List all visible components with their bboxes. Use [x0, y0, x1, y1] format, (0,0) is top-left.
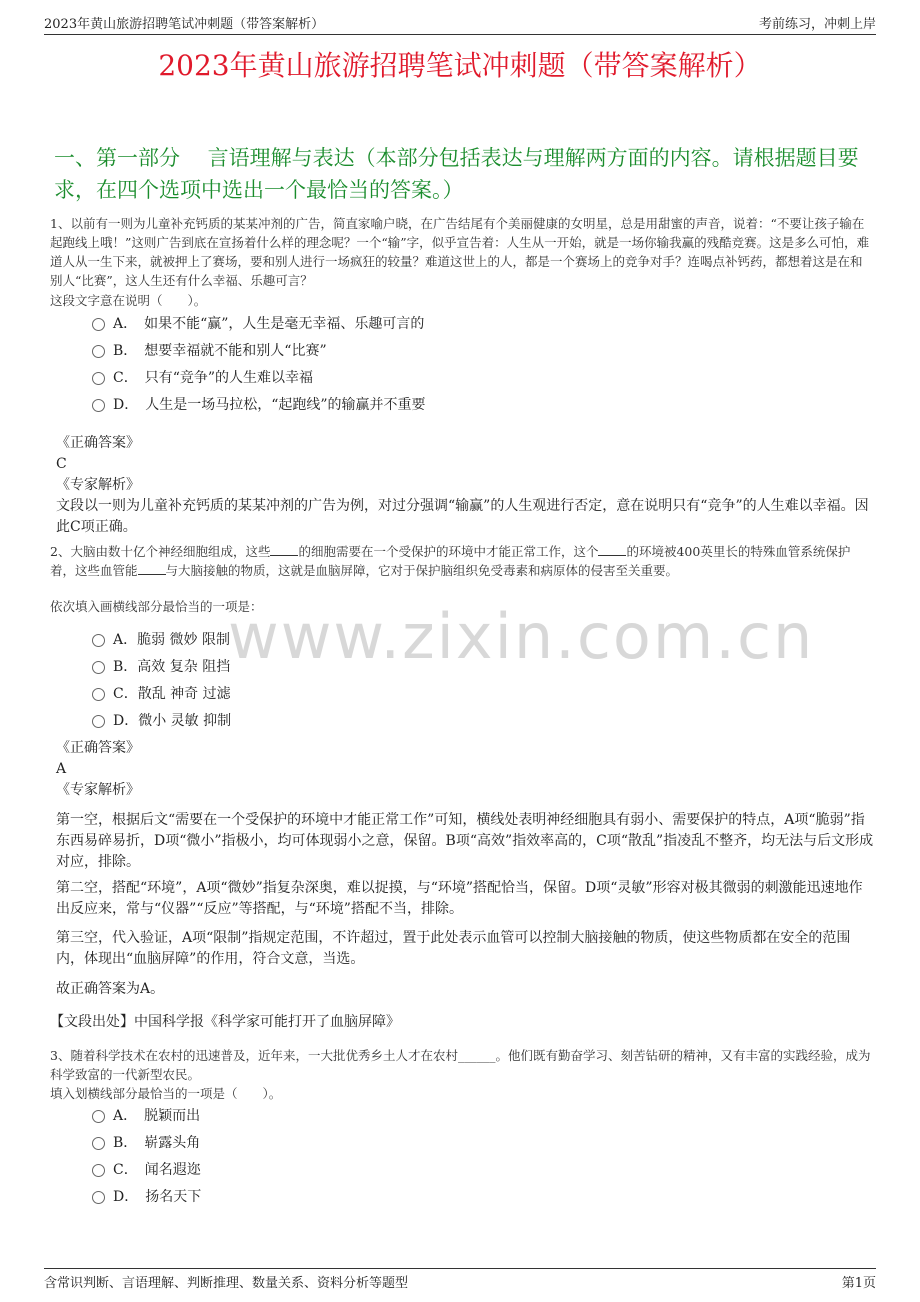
- q3-option-b[interactable]: [92, 1128, 201, 1155]
- radio-icon[interactable]: [92, 661, 105, 674]
- option-label: B．高效 复杂 阻挡: [113, 658, 231, 675]
- option-label: C． 只有“竞争”的人生难以幸福: [113, 369, 314, 386]
- q1-stem: 这段文字意在说明（ ）。: [50, 293, 207, 308]
- analysis-text: 文段以一则为儿童补充钙质的某某冲剂的广告为例，对过分强调“输赢”的人生观进行否定，意在说明只有“竞争”的人生难以幸福。因此C项正确。: [56, 498, 869, 535]
- radio-icon[interactable]: [92, 1110, 105, 1123]
- footer-left: 含常识判断、言语理解、判断推理、数量关系、资料分析等题型: [44, 1275, 409, 1291]
- q2-analysis-3: 第三空，代入验证，A项“限制”指规定范围，不许超过，置于此处表示血管可以控制大脑接触的物质，使这些物质都在安全的范围内，体现出“血脑屏障”的作用，符合文意，当选。: [56, 930, 851, 967]
- q2-source: 【文段出处】中国科学报《科学家可能打开了血脑屏障》: [50, 1014, 400, 1030]
- header-right: 考前练习，冲刺上岸: [758, 17, 876, 32]
- page-footer: [44, 1268, 876, 1293]
- q2-text-d: 与大脑接触的物质，这就是血脑屏障，它对于保护脑组织免受毒素和病原体的侵害至关重要。: [165, 563, 679, 578]
- watermark: www.zixin.com.cn: [228, 600, 815, 673]
- q3-option-d[interactable]: [92, 1182, 201, 1209]
- answer-label: 《正确答案》: [56, 435, 140, 451]
- q3-text: 3、随着科学技术在农村的迅速普及，近年来，一大批优秀乡土人才在农村______。他们既有勤奋学习、刻苦钻研的精神，又有丰富的实践经验，成为科学致富的一代新型农民。: [50, 1048, 871, 1082]
- option-label: A．脆弱 微妙 限制: [113, 631, 231, 648]
- q2-option-c[interactable]: [92, 679, 231, 706]
- q1-text: 1、以前有一则为儿童补充钙质的某某冲剂的广告，简直家喻户晓，在广告结尾有个美丽健康的女明星，总是用甜蜜的声音，说着：“不要让孩子输在起跑线上哦！”这则广告到底在宣扬着什么样的理念呢？一个“输”字，似乎宣告着：人生从一开始，就是一场你输我赢的残酷竞赛。这是多么可怕，难道人从一生下来，就被押上了赛场，要和别人进行一场疯狂的较量？难道这世上的人，都是一个赛场上的竞争对手？连喝点补钙药，都想着这是在和别人“比赛”，这人生还有什么幸福、乐趣可言？: [50, 216, 870, 288]
- option-label: C． 闻名遐迩: [113, 1161, 201, 1178]
- radio-icon[interactable]: [92, 372, 105, 385]
- radio-icon[interactable]: [92, 345, 105, 358]
- section-heading: 一、第一部分 言语理解与表达（本部分包括表达与理解两方面的内容。请根据题目要求，在四个选项中选出一个最恰当的答案。）: [54, 146, 859, 202]
- q2-stem: 依次填入画横线部分最恰当的一项是：: [50, 599, 263, 614]
- q1-answer-block: [56, 433, 874, 538]
- q3-stem: 填入划横线部分最恰当的一项是（ ）。: [50, 1086, 282, 1101]
- q1-option-d[interactable]: [92, 390, 426, 417]
- header-left: 2023年黄山旅游招聘笔试冲刺题（带答案解析）: [44, 17, 325, 32]
- radio-icon[interactable]: [92, 634, 105, 647]
- radio-icon[interactable]: [92, 399, 105, 412]
- option-label: D．微小 灵敏 抑制: [113, 712, 232, 729]
- q2-analysis-2: 第二空，搭配“环境”，A项“微妙”指复杂深奥，难以捉摸，与“环境”搭配恰当，保留。D项“灵敏”形容对极其微弱的刺激能迅速地作出反应来，常与“仪器”“反应”等搭配，与“环境”搭配不当，排除。: [56, 880, 863, 917]
- option-label: A． 脱颖而出: [113, 1107, 201, 1124]
- option-label: A． 如果不能“赢”，人生是毫无幸福、乐趣可言的: [113, 315, 425, 332]
- q1-options: [92, 309, 426, 417]
- q2-text-c: 的环境被400英里长的特殊血管系统保护着，这些血管能: [50, 544, 851, 578]
- q2-analysis-4: 故正确答案为A。: [56, 981, 165, 997]
- answer-label: 《正确答案》: [56, 740, 140, 756]
- page-number: 第1页: [841, 1275, 876, 1291]
- answer-value: A: [56, 761, 67, 777]
- analysis-label: 《专家解析》: [56, 782, 140, 798]
- option-label: D． 人生是一场马拉松，“起跑线”的输赢并不重要: [113, 396, 426, 413]
- q2-options: [92, 625, 231, 733]
- q3-options: [92, 1101, 201, 1209]
- q2-text: [50, 542, 872, 580]
- radio-icon[interactable]: [92, 715, 105, 728]
- fill-blank: [270, 543, 298, 556]
- option-label: B． 想要幸福就不能和别人“比赛”: [113, 342, 327, 359]
- fill-blank: [598, 543, 626, 556]
- analysis-label: 《专家解析》: [56, 477, 140, 493]
- document-title: 2023年黄山旅游招聘笔试冲刺题（带答案解析）: [158, 49, 762, 82]
- radio-icon[interactable]: [92, 1191, 105, 1204]
- q3-option-a[interactable]: [92, 1101, 201, 1128]
- option-label: D． 扬名天下: [113, 1188, 202, 1205]
- q2-option-a[interactable]: [92, 625, 231, 652]
- radio-icon[interactable]: [92, 318, 105, 331]
- radio-icon[interactable]: [92, 1137, 105, 1150]
- q2-text-a: 2、大脑由数十亿个神经细胞组成，这些: [50, 544, 271, 559]
- q2-analysis-1: 第一空，根据后文“需要在一个受保护的环境中才能正常工作”可知，横线处表明神经细胞具有弱小、需要保护的特点，A项“脆弱”指东西易碎易折，D项“微小”指极小，均可体现弱小之意，保留。B项“高效”指效率高的，C项“散乱”指凌乱不整齐，均无法与后文形成对应，排除。: [56, 812, 874, 870]
- radio-icon[interactable]: [92, 688, 105, 701]
- option-label: B． 崭露头角: [113, 1134, 201, 1151]
- q1-option-b[interactable]: [92, 336, 426, 363]
- fill-blank: [138, 562, 166, 575]
- q2-option-b[interactable]: [92, 652, 231, 679]
- q1-option-c[interactable]: [92, 363, 426, 390]
- q3-option-c[interactable]: [92, 1155, 201, 1182]
- radio-icon[interactable]: [92, 1164, 105, 1177]
- q2-option-d[interactable]: [92, 706, 231, 733]
- q2-answer-block: [56, 738, 874, 801]
- option-label: C．散乱 神奇 过滤: [113, 685, 231, 702]
- q1-option-a[interactable]: [92, 309, 426, 336]
- q2-text-b: 的细胞需要在一个受保护的环境中才能正常工作，这个: [298, 544, 599, 559]
- page-header: [44, 10, 876, 35]
- answer-value: C: [56, 456, 67, 472]
